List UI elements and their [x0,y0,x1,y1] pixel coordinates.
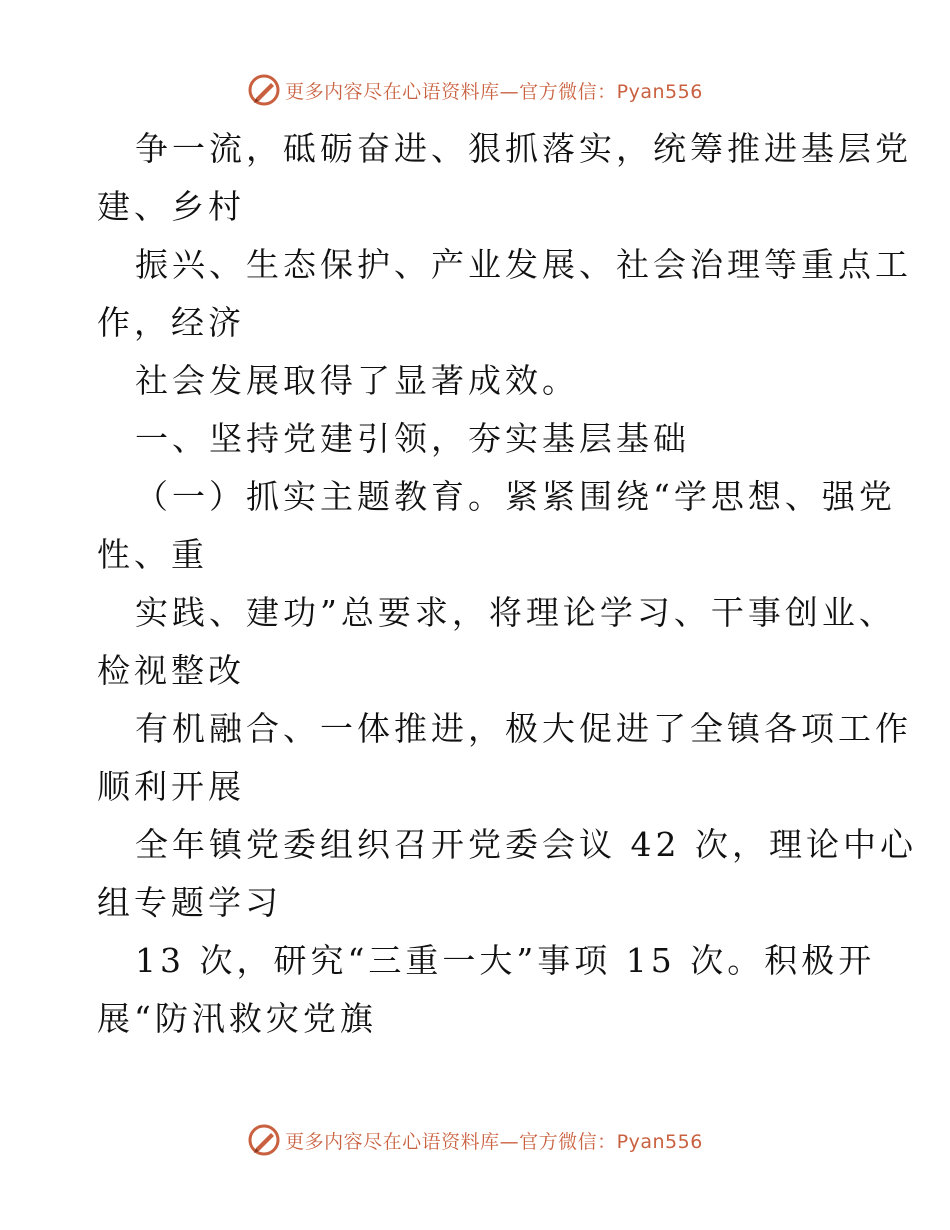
document-body [97,120,917,1048]
body-line: 全年镇党委组织召开党委会议 42 次，理论中心 [135,825,917,864]
body-line: 社会发展取得了显著成效。 [135,361,579,400]
body-line: 争一流，砥砺奋进、狠抓落实，统筹推进基层党 [135,129,912,168]
pen-logo-icon [247,1123,281,1157]
section-heading: 一、坚持党建引领，夯实基层基础 [135,419,690,458]
body-line: 建、乡村 [97,187,245,226]
footer-watermark [0,1120,950,1160]
body-line: （一）抓实主题教育。紧紧围绕“学思想、强党 [135,477,896,516]
pen-logo-icon [247,73,281,107]
header-watermark-text: 更多内容尽在心语资料库—官方微信：Pyan556 [285,80,703,103]
body-line: 有机融合、一体推进，极大促进了全镇各项工作 [135,709,912,748]
body-line: 振兴、生态保护、产业发展、社会治理等重点工 [135,245,912,284]
body-line: 顺利开展 [97,767,245,806]
body-line: 作，经济 [97,303,245,342]
header-watermark [0,70,950,110]
body-line: 13 次，研究“三重一大”事项 15 次。积极开 [135,941,876,980]
body-line: 性、重 [97,535,208,574]
body-line: 组专题学习 [97,883,282,922]
body-line: 检视整改 [97,651,245,690]
body-line: 实践、建功”总要求，将理论学习、干事创业、 [135,593,896,632]
footer-watermark-text: 更多内容尽在心语资料库—官方微信：Pyan556 [285,1130,703,1153]
body-line: 展“防汛救灾党旗 [97,999,377,1038]
